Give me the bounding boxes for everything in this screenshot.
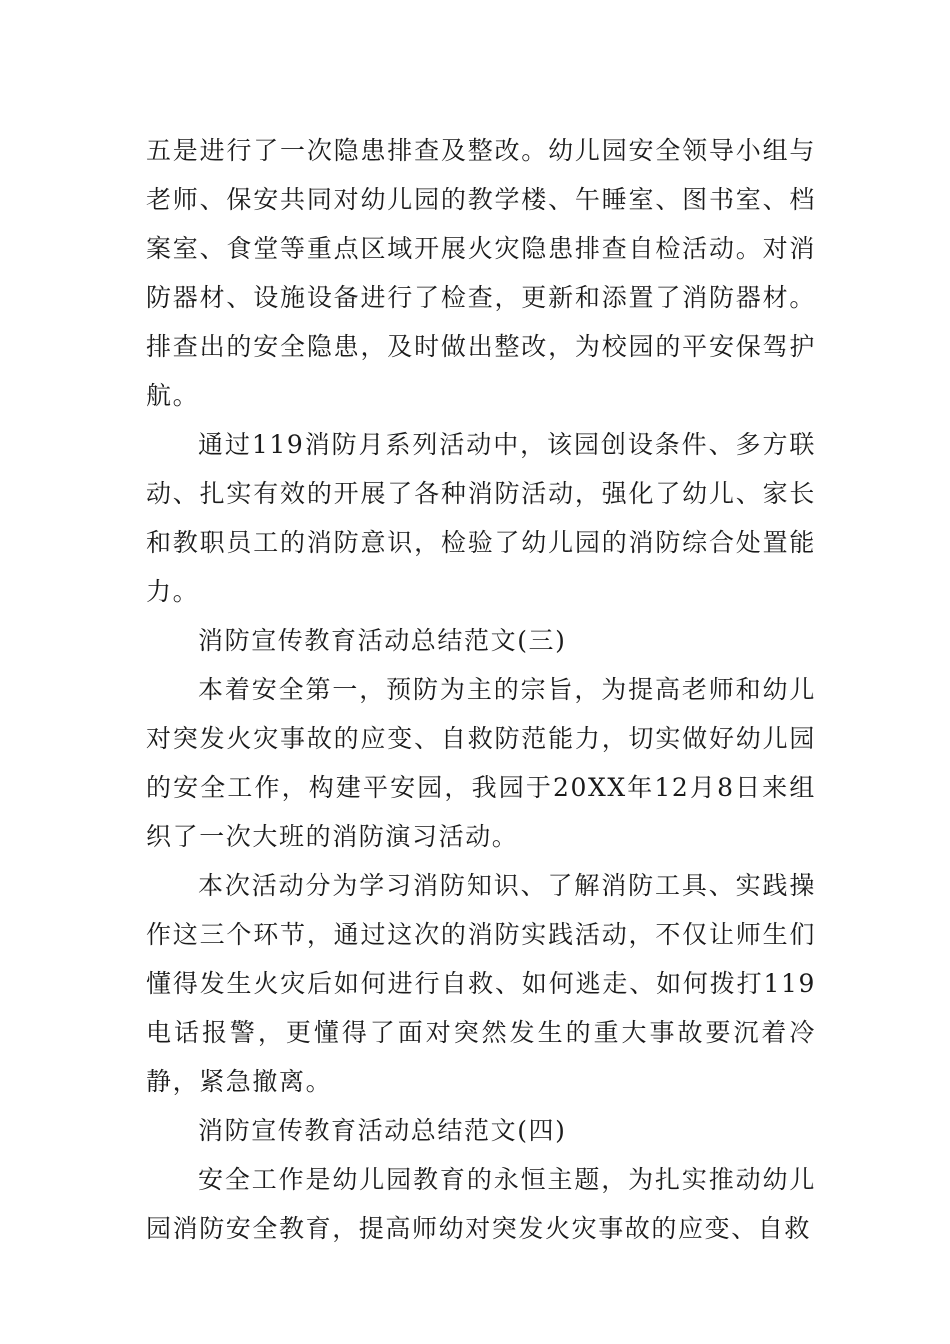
paragraph-fire-drill-activities: 本次活动分为学习消防知识、了解消防工具、实践操作这三个环节，通过这次的消防实践活动，不仅让师生们懂得发生火灾后如何进行自救、如何逃走、如何拨打119电话报警，更懂得了面对突然发生的重大事故要沉着冷静，紧急撤离。 xyxy=(146,871,816,1096)
paragraph-hazard-inspection: 五是进行了一次隐患排查及整改。幼儿园安全领导小组与老师、保安共同对幼儿园的教学楼、午睡室、图书室、档案室、食堂等重点区域开展火灾隐患排查自检活动。对消防器材、设施设备进行了检查，更新和添置了消防器材。排查出的安全隐患，及时做出整改，为校园的平安保驾护航。 xyxy=(146,136,816,410)
document-body xyxy=(146,126,816,1253)
paragraph-119-month-summary: 通过119消防月系列活动中，该园创设条件、多方联动、扎实有效的开展了各种消防活动，强化了幼儿、家长和教职员工的消防意识，检验了幼儿园的消防综合处置能力。 xyxy=(146,430,816,606)
section-heading-four: 消防宣传教育活动总结范文(四) xyxy=(198,1116,567,1145)
paragraph-safety-theme: 安全工作是幼儿园教育的永恒主题，为扎实推动幼儿园消防安全教育，提高师幼对突发火灾事故的应变、自救 xyxy=(146,1165,816,1243)
section-heading-three: 消防宣传教育活动总结范文(三) xyxy=(198,626,567,655)
paragraph-fire-drill-intro: 本着安全第一，预防为主的宗旨，为提高老师和幼儿对突发火灾事故的应变、自救防范能力，切实做好幼儿园的安全工作，构建平安园，我园于20XX年12月8日来组织了一次大班的消防演习活动。 xyxy=(146,675,816,851)
